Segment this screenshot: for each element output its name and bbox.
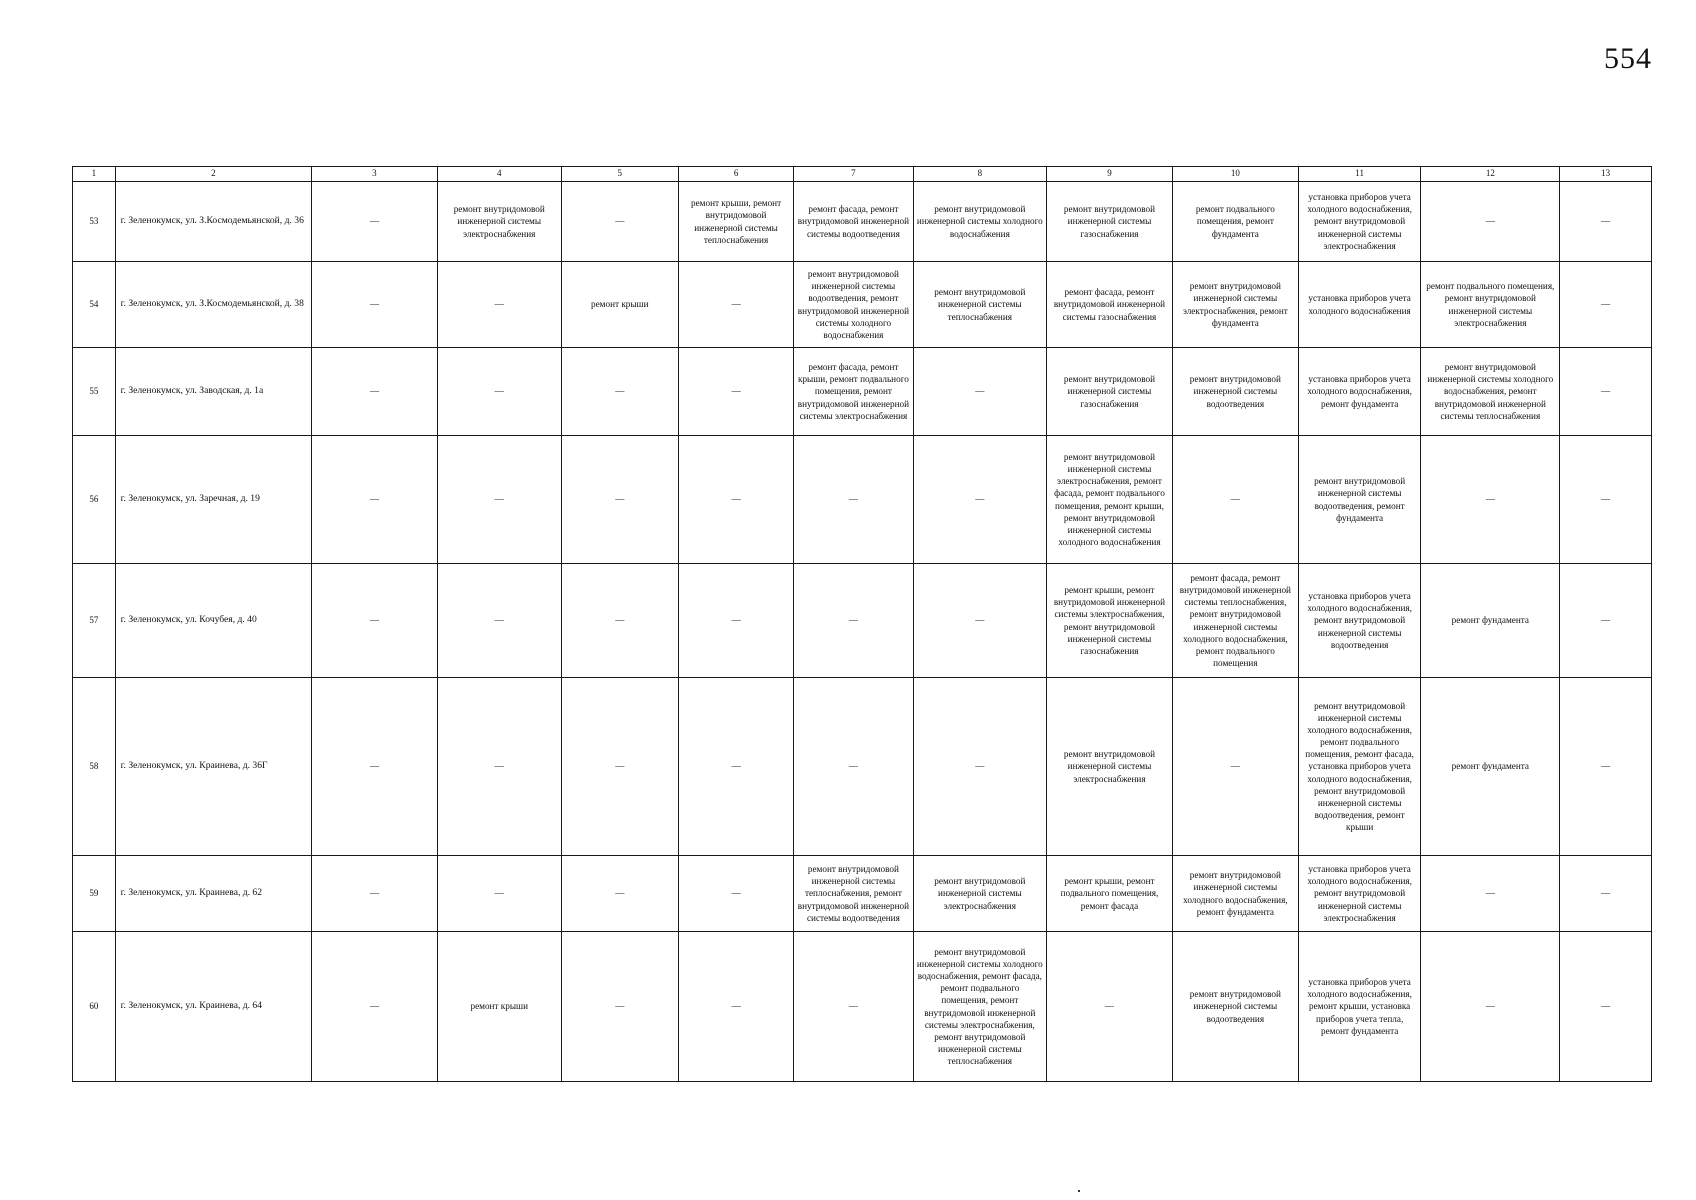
work-cell-col-4: — [437,678,561,856]
work-cell-col-8: ремонт внутридомовой инженерной системы теплоснабжения [913,262,1046,348]
work-cell-col-7: — [794,564,913,678]
work-cell-col-8: — [913,348,1046,436]
column-header-8: 8 [913,167,1046,182]
work-cell-col-5: — [561,182,678,262]
work-cell-col-5: — [561,932,678,1082]
work-cell-col-5: — [561,564,678,678]
column-header-3: 3 [311,167,437,182]
table-row [73,348,1652,436]
work-cell-col-8: ремонт внутридомовой инженерной системы электроснабжения [913,856,1046,932]
work-cell-col-8: — [913,678,1046,856]
work-cell-col-5: ремонт крыши [561,262,678,348]
work-cell-col-11: установка приборов учета холодного водоснабжения, ремонт внутридомовой инженерной системы водоотведения [1298,564,1421,678]
work-cell-col-6: — [678,678,793,856]
work-cell-col-4: ремонт крыши [437,932,561,1082]
work-cell-col-11: ремонт внутридомовой инженерной системы холодного водоснабжения, ремонт подвального помещения, ремонт фасада, установка приборов учета холодного водоснабжения, ремонт внутридомовой инженерной системы водоотведения, ремонт крыши [1298,678,1421,856]
work-cell-col-8: ремонт внутридомовой инженерной системы холодного водоснабжения [913,182,1046,262]
column-header-2: 2 [115,167,311,182]
work-cell-col-8: ремонт внутридомовой инженерной системы холодного водоснабжения, ремонт фасада, ремонт подвального помещения, ремонт внутридомовой инженерной системы электроснабжения, ремонт внутридомовой инженерной системы теплоснабжения [913,932,1046,1082]
work-cell-col-12: ремонт фундамента [1421,678,1560,856]
work-cell-col-13: — [1560,436,1652,564]
address-cell: г. Зеленокумск, ул. Краинева, д. 64 [115,932,311,1082]
table-row [73,262,1652,348]
column-header-12: 12 [1421,167,1560,182]
work-cell-col-11: установка приборов учета холодного водоснабжения, ремонт внутридомовой инженерной системы электроснабжения [1298,182,1421,262]
work-cell-col-9: ремонт крыши, ремонт внутридомовой инженерной системы электроснабжения, ремонт внутридомовой инженерной системы газоснабжения [1047,564,1173,678]
work-cell-col-12: — [1421,856,1560,932]
work-cell-col-6: — [678,436,793,564]
table-row [73,932,1652,1082]
work-cell-col-10: ремонт фасада, ремонт внутридомовой инженерной системы теплоснабжения, ремонт внутридомовой инженерной системы холодного водоснабжения, ремонт подвального помещения [1172,564,1298,678]
work-cell-col-7: ремонт фасада, ремонт внутридомовой инженерной системы водоотведения [794,182,913,262]
work-cell-col-11: установка приборов учета холодного водоснабжения, ремонт внутридомовой инженерной системы электроснабжения [1298,856,1421,932]
work-cell-col-7: ремонт фасада, ремонт крыши, ремонт подвального помещения, ремонт внутридомовой инженерной системы электроснабжения [794,348,913,436]
work-cell-col-7: ремонт внутридомовой инженерной системы водоотведения, ремонт внутридомовой инженерной системы холодного водоснабжения [794,262,913,348]
work-cell-col-10: ремонт внутридомовой инженерной системы водоотведения [1172,348,1298,436]
work-cell-col-3: — [311,932,437,1082]
work-cell-col-9: ремонт фасада, ремонт внутридомовой инженерной системы газоснабжения [1047,262,1173,348]
work-cell-col-3: — [311,856,437,932]
work-cell-col-3: — [311,348,437,436]
work-cell-col-11: установка приборов учета холодного водоснабжения, ремонт крыши, установка приборов учета тепла, ремонт фундамента [1298,932,1421,1082]
work-cell-col-12: — [1421,436,1560,564]
work-cell-col-5: — [561,678,678,856]
work-cell-col-6: — [678,348,793,436]
work-cell-col-4: — [437,564,561,678]
row-number-cell: 54 [73,262,116,348]
address-cell: г. Зеленокумск, ул. Заводская, д. 1а [115,348,311,436]
work-cell-col-6: — [678,932,793,1082]
column-header-13: 13 [1560,167,1652,182]
column-header-9: 9 [1047,167,1173,182]
address-cell: г. Зеленокумск, ул. Кочубея, д. 40 [115,564,311,678]
table-row [73,856,1652,932]
work-cell-col-4: ремонт внутридомовой инженерной системы электроснабжения [437,182,561,262]
work-cell-col-8: — [913,564,1046,678]
work-cell-col-3: — [311,262,437,348]
work-cell-col-13: — [1560,678,1652,856]
address-cell: г. Зеленокумск, ул. З.Космодемьянской, д. 38 [115,262,311,348]
work-cell-col-10: ремонт внутридомовой инженерной системы холодного водоснабжения, ремонт фундамента [1172,856,1298,932]
column-header-4: 4 [437,167,561,182]
work-cell-col-9: ремонт крыши, ремонт подвального помещения, ремонт фасада [1047,856,1173,932]
work-cell-col-3: — [311,564,437,678]
work-cell-col-11: ремонт внутридомовой инженерной системы водоотведения, ремонт фундамента [1298,436,1421,564]
work-cell-col-13: — [1560,182,1652,262]
address-cell: г. Зеленокумск, ул. Краинева, д. 62 [115,856,311,932]
work-cell-col-13: — [1560,856,1652,932]
row-number-cell: 58 [73,678,116,856]
repair-schedule-table-wrapper [72,166,1652,1082]
column-header-7: 7 [794,167,913,182]
column-header-6: 6 [678,167,793,182]
repair-schedule-table [72,166,1652,1082]
column-header-10: 10 [1172,167,1298,182]
work-cell-col-6: ремонт крыши, ремонт внутридомовой инженерной системы теплоснабжения [678,182,793,262]
work-cell-col-12: ремонт внутридомовой инженерной системы холодного водоснабжения, ремонт внутридомовой инженерной системы теплоснабжения [1421,348,1560,436]
table-row [73,182,1652,262]
work-cell-col-11: установка приборов учета холодного водоснабжения [1298,262,1421,348]
work-cell-col-13: — [1560,262,1652,348]
work-cell-col-6: — [678,262,793,348]
work-cell-col-7: ремонт внутридомовой инженерной системы теплоснабжения, ремонт внутридомовой инженерной системы водоотведения [794,856,913,932]
work-cell-col-9: ремонт внутридомовой инженерной системы электроснабжения, ремонт фасада, ремонт подвального помещения, ремонт крыши, ремонт внутридомовой инженерной системы холодного водоснабжения [1047,436,1173,564]
work-cell-col-3: — [311,678,437,856]
table-row [73,436,1652,564]
work-cell-col-4: — [437,348,561,436]
row-number-cell: 55 [73,348,116,436]
address-cell: г. Зеленокумск, ул. Краинева, д. 36Г [115,678,311,856]
work-cell-col-3: — [311,436,437,564]
work-cell-col-5: — [561,348,678,436]
work-cell-col-5: — [561,436,678,564]
work-cell-col-5: — [561,856,678,932]
work-cell-col-8: — [913,436,1046,564]
work-cell-col-9: — [1047,932,1173,1082]
work-cell-col-12: ремонт фундамента [1421,564,1560,678]
work-cell-col-12: ремонт подвального помещения, ремонт внутридомовой инженерной системы электроснабжения [1421,262,1560,348]
work-cell-col-13: — [1560,564,1652,678]
work-cell-col-10: ремонт внутридомовой инженерной системы водоотведения [1172,932,1298,1082]
work-cell-col-4: — [437,436,561,564]
work-cell-col-6: — [678,564,793,678]
work-cell-col-12: — [1421,182,1560,262]
page-number: 554 [1604,42,1652,75]
table-row [73,678,1652,856]
work-cell-col-9: ремонт внутридомовой инженерной системы газоснабжения [1047,348,1173,436]
work-cell-col-6: — [678,856,793,932]
work-cell-col-13: — [1560,348,1652,436]
column-header-5: 5 [561,167,678,182]
column-header-1: 1 [73,167,116,182]
row-number-cell: 57 [73,564,116,678]
work-cell-col-10: — [1172,678,1298,856]
work-cell-col-12: — [1421,932,1560,1082]
work-cell-col-11: установка приборов учета холодного водоснабжения, ремонт фундамента [1298,348,1421,436]
work-cell-col-3: — [311,182,437,262]
row-number-cell: 59 [73,856,116,932]
scan-mark [1078,1190,1080,1192]
column-header-11: 11 [1298,167,1421,182]
row-number-cell: 60 [73,932,116,1082]
work-cell-col-7: — [794,436,913,564]
work-cell-col-10: — [1172,436,1298,564]
work-cell-col-4: — [437,856,561,932]
work-cell-col-13: — [1560,932,1652,1082]
work-cell-col-9: ремонт внутридомовой инженерной системы газоснабжения [1047,182,1173,262]
work-cell-col-10: ремонт внутридомовой инженерной системы электроснабжения, ремонт фундамента [1172,262,1298,348]
work-cell-col-9: ремонт внутридомовой инженерной системы электроснабжения [1047,678,1173,856]
row-number-cell: 53 [73,182,116,262]
address-cell: г. Зеленокумск, ул. Заречная, д. 19 [115,436,311,564]
column-number-row [73,167,1652,182]
table-body [73,182,1652,1082]
work-cell-col-7: — [794,932,913,1082]
work-cell-col-4: — [437,262,561,348]
row-number-cell: 56 [73,436,116,564]
address-cell: г. Зеленокумск, ул. З.Космодемьянской, д. 36 [115,182,311,262]
work-cell-col-10: ремонт подвального помещения, ремонт фундамента [1172,182,1298,262]
work-cell-col-7: — [794,678,913,856]
table-row [73,564,1652,678]
